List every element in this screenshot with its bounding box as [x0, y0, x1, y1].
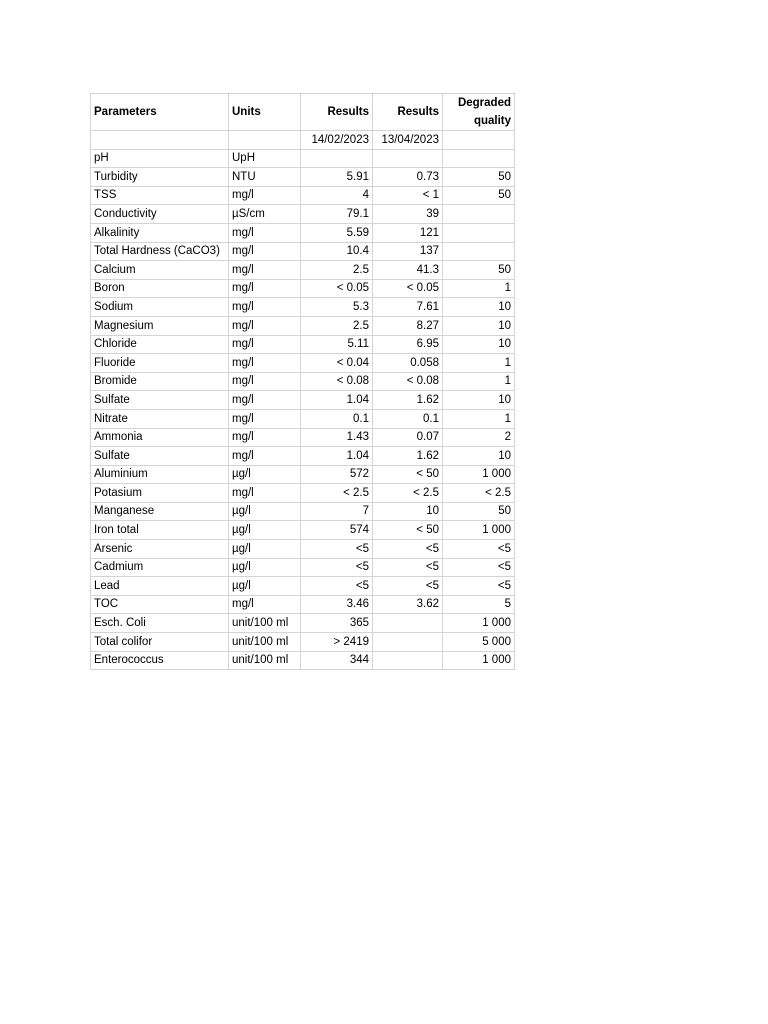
table-row: [91, 484, 515, 503]
cell-unit: mg/l: [229, 316, 301, 335]
cell-degraded-quality: <5: [443, 540, 515, 559]
table-row: [91, 614, 515, 633]
cell-degraded-quality: 50: [443, 186, 515, 205]
header-results-2: Results: [373, 94, 443, 131]
date-results-2: 13/04/2023: [373, 131, 443, 150]
cell-unit: mg/l: [229, 484, 301, 503]
cell-parameter: Cadmium: [91, 558, 229, 577]
cell-result-2: < 0.05: [373, 279, 443, 298]
header-units: Units: [229, 94, 301, 131]
cell-unit: UpH: [229, 149, 301, 168]
cell-result-2: < 50: [373, 465, 443, 484]
cell-result-2: 0.07: [373, 428, 443, 447]
cell-degraded-quality: <5: [443, 558, 515, 577]
table-row: [91, 149, 515, 168]
cell-degraded-quality: 5: [443, 595, 515, 614]
cell-degraded-quality: 1: [443, 354, 515, 373]
cell-parameter: Sodium: [91, 298, 229, 317]
cell-unit: mg/l: [229, 261, 301, 280]
table-row: [91, 540, 515, 559]
cell-result-1: 5.59: [301, 223, 373, 242]
cell-unit: µg/l: [229, 521, 301, 540]
date-row-empty-parameter: [91, 131, 229, 150]
cell-parameter: Magnesium: [91, 316, 229, 335]
cell-unit: mg/l: [229, 354, 301, 373]
cell-degraded-quality: 10: [443, 335, 515, 354]
cell-result-1: 1.04: [301, 447, 373, 466]
cell-unit: unit/100 ml: [229, 633, 301, 652]
cell-parameter: Esch. Coli: [91, 614, 229, 633]
cell-parameter: Total colifor: [91, 633, 229, 652]
date-row-units: [229, 131, 301, 150]
table-row: [91, 521, 515, 540]
cell-result-1: 572: [301, 465, 373, 484]
cell-degraded-quality: 1 000: [443, 651, 515, 670]
cell-parameter: Total Hardness (CaCO3): [91, 242, 229, 261]
cell-result-2: <5: [373, 540, 443, 559]
water-quality-results-table: [90, 93, 515, 670]
cell-unit: mg/l: [229, 335, 301, 354]
cell-result-2: [373, 614, 443, 633]
cell-unit: mg/l: [229, 223, 301, 242]
cell-degraded-quality: 1 000: [443, 521, 515, 540]
cell-result-1: < 0.04: [301, 354, 373, 373]
cell-unit: µg/l: [229, 558, 301, 577]
cell-parameter: Chloride: [91, 335, 229, 354]
cell-degraded-quality: [443, 223, 515, 242]
cell-result-1: 4: [301, 186, 373, 205]
cell-parameter: Boron: [91, 279, 229, 298]
date-results-1: 14/02/2023: [301, 131, 373, 150]
table-row: [91, 205, 515, 224]
cell-unit: mg/l: [229, 372, 301, 391]
table-row: [91, 391, 515, 410]
cell-result-1: 5.11: [301, 335, 373, 354]
cell-degraded-quality: 10: [443, 447, 515, 466]
cell-parameter: TOC: [91, 595, 229, 614]
cell-parameter: Lead: [91, 577, 229, 596]
cell-result-2: < 1: [373, 186, 443, 205]
cell-unit: unit/100 ml: [229, 614, 301, 633]
cell-parameter: Nitrate: [91, 409, 229, 428]
cell-parameter: Conductivity: [91, 205, 229, 224]
cell-result-1: 79.1: [301, 205, 373, 224]
cell-unit: NTU: [229, 168, 301, 187]
cell-result-1: < 0.08: [301, 372, 373, 391]
table-header-row: [91, 94, 515, 131]
cell-parameter: Alkalinity: [91, 223, 229, 242]
cell-result-2: 1.62: [373, 391, 443, 410]
table-row: [91, 428, 515, 447]
cell-parameter: TSS: [91, 186, 229, 205]
cell-result-2: 8.27: [373, 316, 443, 335]
header-degraded-line-2: quality: [473, 115, 511, 127]
cell-result-1: < 0.05: [301, 279, 373, 298]
cell-degraded-quality: 1 000: [443, 614, 515, 633]
cell-result-1: 1.04: [301, 391, 373, 410]
table-row: [91, 502, 515, 521]
cell-degraded-quality: 2: [443, 428, 515, 447]
cell-parameter: Calcium: [91, 261, 229, 280]
table-row: [91, 447, 515, 466]
cell-result-1: 1.43: [301, 428, 373, 447]
cell-result-2: 41.3: [373, 261, 443, 280]
cell-result-2: 137: [373, 242, 443, 261]
table-row: [91, 372, 515, 391]
table-row: [91, 354, 515, 373]
cell-unit: µS/cm: [229, 205, 301, 224]
cell-parameter: Aluminium: [91, 465, 229, 484]
table-body: [91, 149, 515, 670]
cell-degraded-quality: <5: [443, 577, 515, 596]
cell-degraded-quality: 5 000: [443, 633, 515, 652]
cell-unit: mg/l: [229, 279, 301, 298]
cell-result-1: 3.46: [301, 595, 373, 614]
table-row: [91, 279, 515, 298]
table-row: [91, 261, 515, 280]
cell-parameter: Iron total: [91, 521, 229, 540]
cell-parameter: Fluoride: [91, 354, 229, 373]
table-row: [91, 335, 515, 354]
cell-degraded-quality: 50: [443, 168, 515, 187]
cell-degraded-quality: 50: [443, 261, 515, 280]
cell-parameter: Potasium: [91, 484, 229, 503]
cell-result-2: [373, 633, 443, 652]
cell-degraded-quality: [443, 205, 515, 224]
cell-result-2: 0.058: [373, 354, 443, 373]
cell-degraded-quality: [443, 242, 515, 261]
cell-result-2: 0.1: [373, 409, 443, 428]
cell-unit: mg/l: [229, 242, 301, 261]
cell-result-1: <5: [301, 558, 373, 577]
cell-result-2: 121: [373, 223, 443, 242]
cell-result-1: 5.3: [301, 298, 373, 317]
cell-parameter: Ammonia: [91, 428, 229, 447]
cell-unit: unit/100 ml: [229, 651, 301, 670]
cell-result-2: 39: [373, 205, 443, 224]
cell-degraded-quality: 1: [443, 279, 515, 298]
cell-degraded-quality: 10: [443, 298, 515, 317]
cell-result-2: <5: [373, 577, 443, 596]
header-parameters: Parameters: [91, 94, 229, 131]
cell-parameter: Enterococcus: [91, 651, 229, 670]
cell-result-1: 344: [301, 651, 373, 670]
cell-result-1: 5.91: [301, 168, 373, 187]
cell-unit: mg/l: [229, 298, 301, 317]
cell-degraded-quality: 1: [443, 372, 515, 391]
cell-result-2: <5: [373, 558, 443, 577]
cell-degraded-quality: 10: [443, 316, 515, 335]
cell-result-2: 3.62: [373, 595, 443, 614]
table-row: [91, 223, 515, 242]
header-degraded-quality: [443, 94, 515, 131]
cell-parameter: pH: [91, 149, 229, 168]
cell-unit: mg/l: [229, 428, 301, 447]
cell-parameter: Turbidity: [91, 168, 229, 187]
table-row: [91, 409, 515, 428]
cell-result-1: > 2419: [301, 633, 373, 652]
cell-result-1: < 2.5: [301, 484, 373, 503]
table-row: [91, 242, 515, 261]
cell-result-1: 2.5: [301, 261, 373, 280]
cell-unit: mg/l: [229, 391, 301, 410]
cell-result-2: 6.95: [373, 335, 443, 354]
cell-result-2: 10: [373, 502, 443, 521]
cell-degraded-quality: 1: [443, 409, 515, 428]
cell-degraded-quality: < 2.5: [443, 484, 515, 503]
cell-result-2: [373, 149, 443, 168]
cell-unit: mg/l: [229, 447, 301, 466]
table-row: [91, 651, 515, 670]
cell-degraded-quality: 50: [443, 502, 515, 521]
table-date-row: [91, 131, 515, 150]
cell-degraded-quality: [443, 149, 515, 168]
cell-result-2: 1.62: [373, 447, 443, 466]
cell-unit: µg/l: [229, 465, 301, 484]
cell-unit: µg/l: [229, 502, 301, 521]
cell-result-1: 365: [301, 614, 373, 633]
cell-result-1: 574: [301, 521, 373, 540]
cell-result-1: 10.4: [301, 242, 373, 261]
table-row: [91, 595, 515, 614]
table-row: [91, 168, 515, 187]
table-row: [91, 558, 515, 577]
cell-result-2: [373, 651, 443, 670]
cell-result-2: < 0.08: [373, 372, 443, 391]
date-row-degraded: [443, 131, 515, 150]
cell-unit: µg/l: [229, 577, 301, 596]
cell-parameter: Manganese: [91, 502, 229, 521]
cell-result-2: 7.61: [373, 298, 443, 317]
cell-unit: mg/l: [229, 186, 301, 205]
cell-result-1: 7: [301, 502, 373, 521]
cell-degraded-quality: 10: [443, 391, 515, 410]
cell-parameter: Sulfate: [91, 447, 229, 466]
header-results-1: Results: [301, 94, 373, 131]
cell-result-2: < 50: [373, 521, 443, 540]
cell-unit: mg/l: [229, 595, 301, 614]
cell-parameter: Arsenic: [91, 540, 229, 559]
table-row: [91, 465, 515, 484]
cell-degraded-quality: 1 000: [443, 465, 515, 484]
cell-result-1: <5: [301, 540, 373, 559]
header-degraded-line-1: Degraded: [457, 97, 511, 109]
cell-unit: mg/l: [229, 409, 301, 428]
table-row: [91, 186, 515, 205]
cell-result-1: <5: [301, 577, 373, 596]
cell-result-1: 0.1: [301, 409, 373, 428]
table-row: [91, 316, 515, 335]
cell-parameter: Sulfate: [91, 391, 229, 410]
cell-result-2: 0.73: [373, 168, 443, 187]
table-row: [91, 577, 515, 596]
table-row: [91, 633, 515, 652]
table-row: [91, 298, 515, 317]
cell-result-1: [301, 149, 373, 168]
cell-parameter: Bromide: [91, 372, 229, 391]
cell-result-1: 2.5: [301, 316, 373, 335]
cell-result-2: < 2.5: [373, 484, 443, 503]
cell-unit: µg/l: [229, 540, 301, 559]
